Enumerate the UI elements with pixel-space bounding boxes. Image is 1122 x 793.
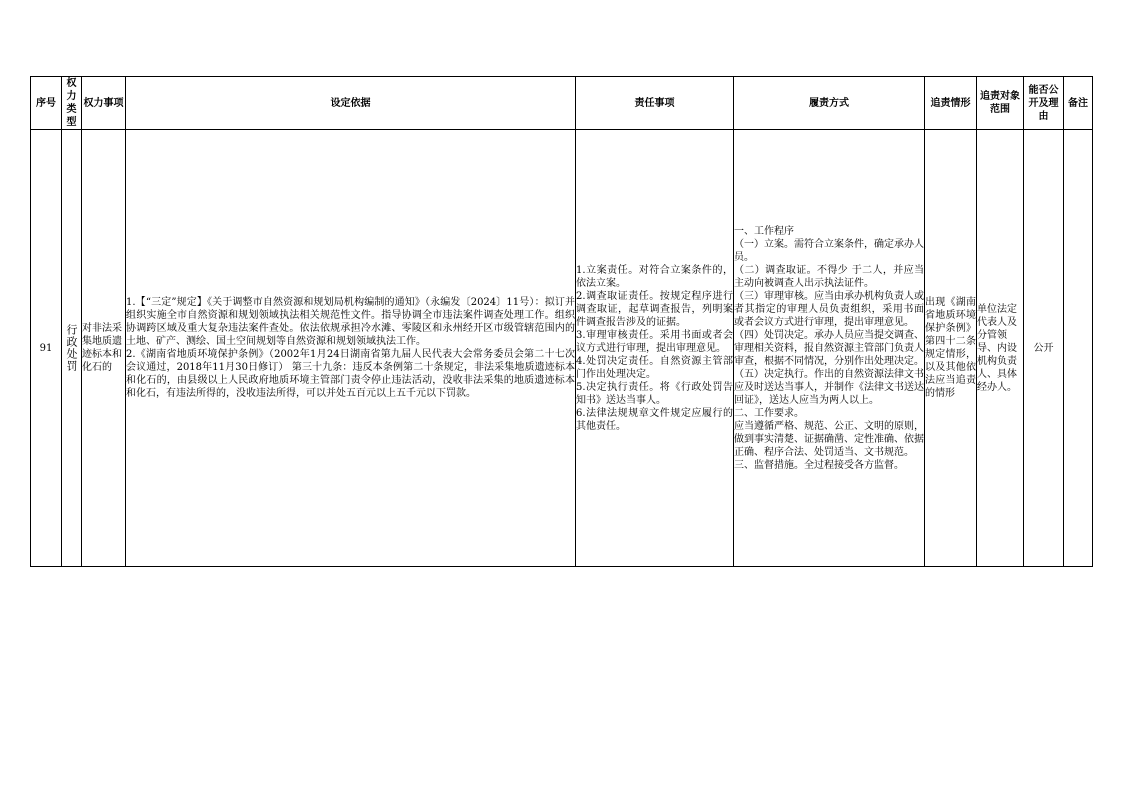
header-no: 序号 [31, 77, 62, 130]
header-scope: 追责对象范围 [977, 77, 1024, 130]
header-basis: 设定依据 [126, 77, 576, 130]
row-method [734, 130, 925, 567]
row-public [1024, 130, 1064, 567]
method-line: （五）决定执行。作出的自然资源法律文书应及时送达当事人，并制作《法律文书送达回证》，送达人应当为两人以上。 [734, 368, 924, 406]
method-line: 一、工作程序 [734, 225, 794, 237]
header-liability: 追责情形 [925, 77, 977, 130]
method-line: （一）立案。需符合立案条件，确定承办人员。 [734, 238, 924, 263]
row-no [31, 130, 62, 567]
method-line: （四）处罚决定。承办人员应当提交调查、审理相关资料，报自然资源主管部门负责人审查，根据不同情况，分别作出处理决定。 [734, 329, 924, 367]
row-scope-text: 单位法定代表人及分管领导、内设机构负责人、具体经办人。 [977, 303, 1017, 393]
row-liability [925, 130, 977, 567]
row-liability-text: 出现《湖南省地质环境保护条例》第四十二条规定情形，以及其他依法应当追责的情形 [925, 297, 976, 399]
header-duty: 责任事项 [576, 77, 734, 130]
row-no-text: 91 [39, 342, 53, 354]
row-duty [576, 130, 734, 567]
table-row [31, 130, 1093, 567]
duty-item: 3.审理审核责任。采用书面或者会议方式进行审理，提出审理意见。 [576, 329, 733, 354]
header-item: 权力事项 [82, 77, 126, 130]
header-method: 履责方式 [734, 77, 925, 130]
power-list-table [30, 76, 1093, 567]
duty-item: 5.决定执行责任。将《行政处罚告知书》送达当事人。 [576, 381, 733, 406]
header-row [31, 77, 1093, 130]
header-type: 权力类型 [62, 77, 82, 130]
method-line: （二）调查取证。不得少 于二人，并应当主动向被调查人出示执法证件。 [734, 264, 924, 289]
row-type [62, 130, 82, 567]
row-type-text: 行政处罚 [65, 324, 78, 372]
method-line: （三）审理审核。应当由承办机构负责人或者其指定的审理人员负责组织，采用书面 或者会议方式进行审理，提出审理意见。 [734, 290, 924, 328]
header-public: 能否公开及理由 [1024, 77, 1064, 130]
row-item-text: 对非法采集地质遗迹标本和化石的 [82, 323, 122, 373]
duty-item: 1.立案责任。对符合立案条件的，依法立案。 [576, 264, 733, 289]
duty-item: 6.法律法规规章文件规定应履行的其他责任。 [576, 407, 733, 432]
header-note: 备注 [1064, 77, 1093, 130]
row-item [82, 130, 126, 567]
row-basis [126, 130, 576, 567]
basis-paragraph: 1.【“三定”规定】《关于调整市自然资源和规划局机构编制的通知》（永编发〔2024〕11号）：拟订并组织实施全市自然资源和规划领域执法相关规范性文件。指导协调全市违法案件调查处理工作。组织协调跨区域及重大复杂违法案件查处。依法依规承担冷水滩、零陵区和永州经开区市级管辖范围内的土地、矿产、测绘、国土空间规划等自然资源和规划领域执法工作。 [126, 297, 575, 347]
row-note [1064, 130, 1093, 567]
method-line: 应当遵循严格、规范、公正、文明的原则，做到事实清楚、证据确凿、定性准确、依据正确、程序合法、处罚适当、文书规范。 [734, 420, 924, 458]
method-line: 二、工作要求。 [734, 407, 804, 419]
row-public-text: 公开 [1033, 342, 1054, 354]
row-scope [977, 130, 1024, 567]
duty-item: 2.调查取证责任。按规定程序进行调查取证，起草调查报告，列明案件调查报告涉及的证据。 [576, 290, 733, 328]
method-line: 三、监督措施。全过程接受各方监督。 [734, 459, 904, 471]
duty-item: 4.处罚决定责任。自然资源主管部门作出处理决定。 [576, 355, 733, 380]
basis-paragraph: 2.《湖南省地质环境保护条例》（2002年1月24日湖南省第九届人民代表大会常务委员会第二十七次会议通过，2018年11月30日修订） 第三十九条：违反本条例第二十条规定，非法采集地质遗迹标本和化石的，由县级以上人民政府地质环境主管部门责令停止违法活动，没收非法采集的地质遗迹标本和化石，有违法所得的，没收违法所得，可以并处五百元以上五千元以下罚款。 [126, 349, 575, 399]
